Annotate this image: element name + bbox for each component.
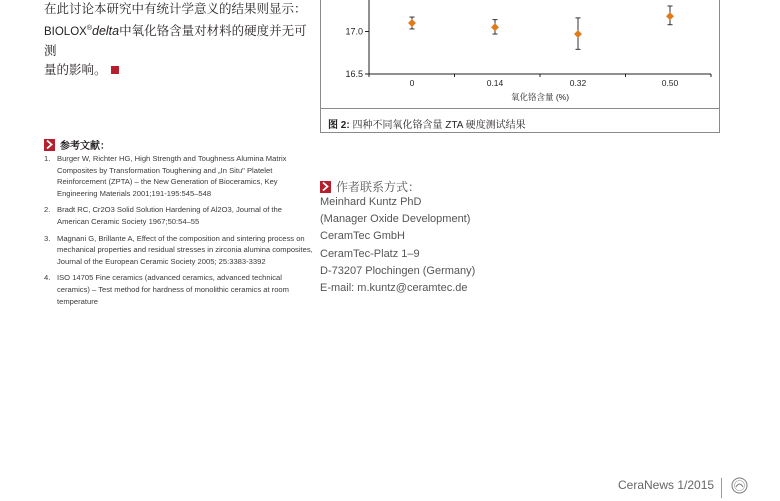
reference-item — [44, 233, 314, 268]
ceramtec-logo-icon — [731, 477, 748, 494]
data-point — [408, 19, 416, 27]
contact-heading-text: 作者联系方式： — [336, 180, 421, 194]
x-tick-label: 0.14 — [486, 78, 504, 88]
references-heading-text: 参考文献： — [60, 141, 110, 152]
figure-number: 图 2: — [328, 120, 350, 131]
reference-text: Burger W, Richter HG, High Strength and Toughness Alumina Matrix Composites by Transformation Toughening and „In Situ" Platelet Reinforcement (ZPTA) – the New Generation of Bioceramics, Key Engineering Materials 2001;191-195:545–548 — [57, 154, 287, 198]
reference-number: 1. — [44, 154, 51, 163]
contact-email[interactable]: E-mail: m.kuntz@ceramtec.de — [320, 282, 468, 295]
contact-heading — [320, 178, 420, 195]
end-mark-icon — [111, 66, 119, 74]
intro-line-2-text: 中氧化铬含量对材料的硬度并无可测 — [44, 24, 307, 59]
hardness-chart — [321, 0, 721, 109]
x-axis-label: 氧化铬含量 (%) — [510, 92, 570, 102]
intro-paragraph — [44, 0, 314, 80]
caption-divider — [320, 108, 720, 109]
data-point — [666, 12, 674, 20]
registered-mark: ® — [86, 25, 92, 32]
references-list — [44, 153, 314, 312]
figure-caption-text: 四种不同氧化铬含量 ZTA 硬度测试结果 — [352, 120, 526, 131]
footer-issue: CeraNews 1/2015 — [618, 478, 715, 492]
contact-street: CeramTec-Platz 1–9 — [320, 247, 420, 260]
data-point — [574, 30, 582, 38]
reference-text: Magnani G, Brillante A, Effect of the composition and sintering process on mechanical properties and residual stresses in zirconia alumina composites, Journal of the European Ceramic Society 2005; 25:3383-3392 — [57, 233, 313, 266]
intro-line-2 — [44, 19, 314, 61]
reference-number: 4. — [44, 273, 51, 283]
chevron-right-icon — [44, 139, 55, 151]
contact-city: D-73207 Plochingen (Germany) — [320, 264, 476, 277]
contact-details — [320, 194, 475, 297]
reference-item — [44, 272, 314, 307]
reference-text: ISO 14705 Fine ceramics (advanced ceramics, advanced technical ceramics) – Test method for hardness of monolithic ceramics at room temperature — [57, 273, 289, 306]
reference-item — [44, 153, 314, 199]
x-tick-label: 0.32 — [569, 78, 587, 88]
chevron-right-icon — [320, 181, 331, 193]
brand-delta: delta — [92, 24, 120, 39]
intro-line-3 — [44, 61, 314, 80]
reference-text: Bradt RC, Cr2O3 Solid Solution Hardening of Al2O3, Journal of the American Ceramic Society 1967;50:54–55 — [57, 205, 282, 226]
references-heading — [44, 137, 110, 152]
intro-line-1: 在此讨论本研究中有统计学意义的结果则显示： — [44, 2, 307, 16]
y-tick-label: 17.0 — [345, 26, 363, 37]
data-point — [491, 23, 499, 31]
x-tick-label: 0.50 — [661, 78, 679, 88]
contact-company: CeramTec GmbH — [320, 230, 405, 243]
contact-name: Meinhard Kuntz PhD — [320, 196, 422, 208]
contact-position: (Manager Oxide Development) — [320, 213, 471, 226]
reference-number: 3. — [44, 233, 51, 243]
figure-caption — [328, 116, 526, 131]
footer-divider — [721, 478, 722, 498]
y-tick-label: 16.5 — [345, 69, 363, 79]
figure-box — [320, 0, 720, 133]
reference-item — [44, 204, 314, 227]
brand-name: BIOLOX — [44, 26, 87, 39]
x-tick-label: 0 — [409, 78, 415, 88]
intro-line-3-text: 量的影响。 — [44, 63, 107, 78]
reference-number: 2. — [44, 205, 51, 215]
